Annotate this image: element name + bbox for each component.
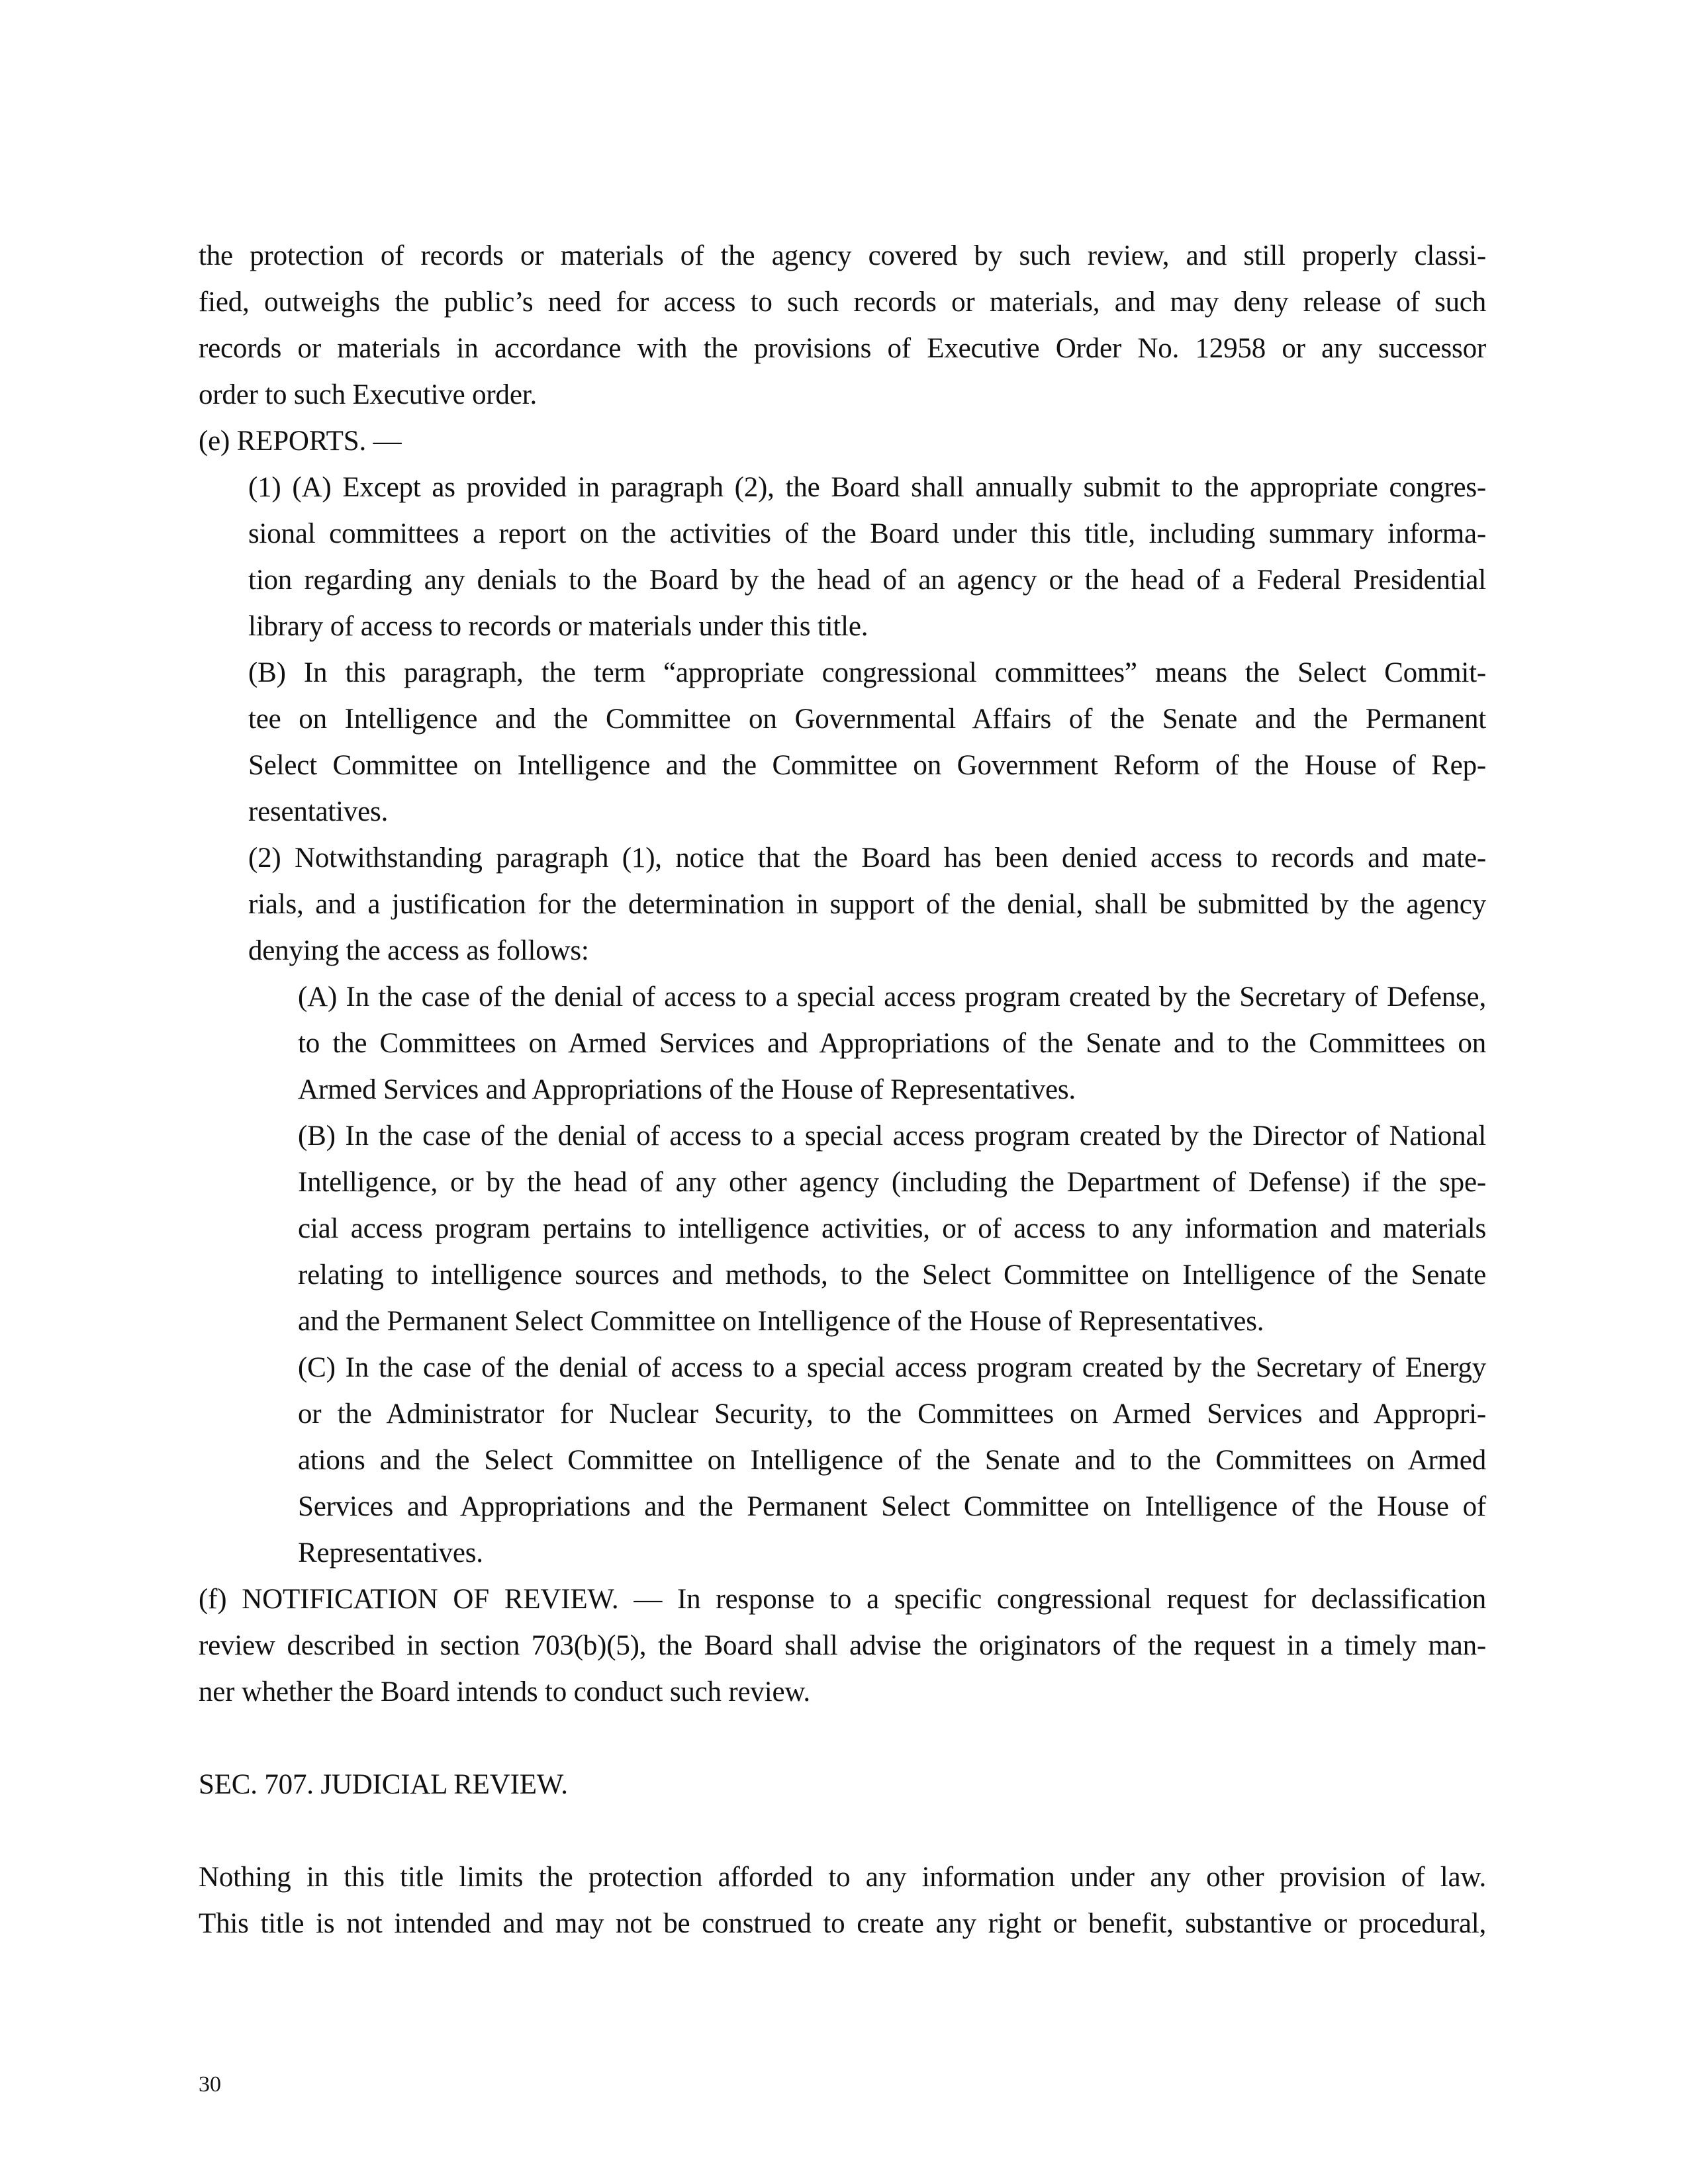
text-line: records or materials in accordance with the provisions of Executive Order No. 12958 or any successor [199, 333, 1486, 364]
reports-heading: (e) REPORTS. — [199, 426, 402, 457]
text-line: (A) In the case of the denial of access to a special access program created by the Secretary of Defense, [298, 981, 1486, 1013]
text-line: fied, outweighs the public’s need for access to such records or materials, and may deny release of such [199, 287, 1486, 318]
notification-of-review-paragraph [199, 1576, 1486, 1715]
text-line: Armed Services and Appropriations of the House of Representatives. [298, 1074, 1076, 1105]
text-line: This title is not intended and may not be construed to create any right or benefit, substantive or procedural, [199, 1908, 1486, 1939]
section-707-heading: SEC. 707. JUDICIAL REVIEW. [199, 1769, 568, 1800]
text-line: ner whether the Board intends to conduct such review. [199, 1676, 810, 1707]
text-line: and the Permanent Select Committee on Intelligence of the House of Representatives. [298, 1306, 1264, 1337]
spacer [199, 1715, 1486, 1762]
text-line: relating to intelligence sources and methods, to the Select Committee on Intelligence of the Senate [298, 1259, 1486, 1291]
text-line: rials, and a justification for the determination in support of the denial, shall be submitted by the agency [248, 889, 1486, 920]
text-line: order to such Executive order. [199, 379, 538, 410]
text-line: to the Committees on Armed Services and Appropriations of the Senate and to the Committees on [298, 1028, 1486, 1059]
spacer [199, 1808, 1486, 1854]
reports-paragraph-1a [199, 465, 1486, 650]
text-line: Services and Appropriations and the Permanent Select Committee on Intelligence of the House of [298, 1491, 1486, 1522]
continuation-paragraph [199, 233, 1486, 418]
text-line: tion regarding any denials to the Board by the head of an agency or the head of a Federal Presidential [248, 565, 1486, 596]
text-line: Select Committee on Intelligence and the Committee on Government Reform of the House of Rep- [248, 750, 1486, 781]
page-number: 30 [199, 2072, 221, 2097]
text-line: tee on Intelligence and the Committee on Governmental Affairs of the Senate and the Permanent [248, 704, 1486, 735]
text-line: cial access program pertains to intelligence activities, or of access to any information and materials [298, 1213, 1486, 1244]
text-line: library of access to records or materials under this title. [248, 611, 868, 642]
text-line: the protection of records or materials of the agency covered by such review, and still properly classi- [199, 240, 1486, 271]
reports-paragraph-1b [199, 650, 1486, 835]
text-line: (B) In the case of the denial of access to a special access program created by the Director of National [298, 1120, 1486, 1152]
reports-paragraph-2a [199, 974, 1486, 1113]
text-line: (2) Notwithstanding paragraph (1), notice that the Board has been denied access to records and mate- [248, 842, 1486, 874]
text-line: (f) NOTIFICATION OF REVIEW. — In response to a specific congressional request for declassification [199, 1584, 1486, 1615]
text-line: (B) In this paragraph, the term “appropriate congressional committees” means the Select Commit- [248, 657, 1486, 688]
text-line: ations and the Select Committee on Intelligence of the Senate and to the Committees on Armed [298, 1445, 1486, 1476]
text-line: sional committees a report on the activities of the Board under this title, including summary informa- [248, 518, 1486, 549]
text-line: denying the access as follows: [248, 935, 589, 966]
reports-paragraph-2b [199, 1113, 1486, 1345]
text-line: (C) In the case of the denial of access to a special access program created by the Secretary of Energy [298, 1352, 1486, 1383]
text-line: Nothing in this title limits the protection afforded to any information under any other provision of law. [199, 1862, 1486, 1893]
text-line: Representatives. [298, 1537, 483, 1569]
reports-paragraph-2 [199, 835, 1486, 974]
section-707-body [199, 1854, 1486, 1947]
text-line: Intelligence, or by the head of any other agency (including the Department of Defense) if the spe- [298, 1167, 1486, 1198]
reports-paragraph-2c [199, 1345, 1486, 1576]
text-line: resentatives. [248, 796, 389, 827]
text-line: review described in section 703(b)(5), the Board shall advise the originators of the request in a timely man- [199, 1630, 1486, 1661]
text-line: (1) (A) Except as provided in paragraph (2), the Board shall annually submit to the appropriate congres- [248, 472, 1486, 503]
text-line: or the Administrator for Nuclear Security, to the Committees on Armed Services and Appropri- [298, 1398, 1486, 1430]
document-page [199, 233, 1486, 1947]
